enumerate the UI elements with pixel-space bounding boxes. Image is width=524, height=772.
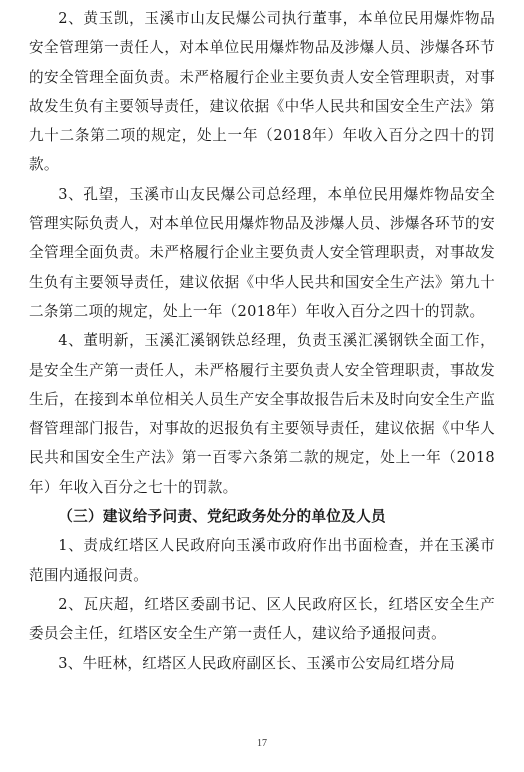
- paragraph-wa-qingchao: 2、瓦庆超，红塔区委副书记、区人民政府区长，红塔区安全生产委员会主任，红塔区安全生产第一责任人，建议给予通报问责。: [29, 595, 495, 643]
- page-number: 17: [257, 738, 267, 749]
- paragraph-dong-mingxin: 4、董明新，玉溪汇溪钢铁总经理，负责玉溪汇溪钢铁全面工作，是安全生产第一责任人，未严格履行主要负责人安全管理职责，事故发生后，在接到本单位相关人员生产安全事故报告后未及时向安全生产监督管理部门报告，对事故的迟报负有主要领导责任，建议依据《中华人民共和国安全生产法》第一百零六条第二款的规定，处上一年（2018年）年收入百分之七十的罚款。: [29, 332, 495, 496]
- section-heading: （三）建议给予问责、党纪政务处分的单位及人员: [58, 508, 386, 526]
- document-page: [29, 4, 495, 678]
- paragraph-huang-yukai: 2、黄玉凯，玉溪市山友民爆公司执行董事，本单位民用爆炸物品安全管理第一责任人，对本单位民用爆炸物品及涉爆人员、涉爆各环节的安全管理全面负责。未严格履行企业主要负责人安全管理职责，对事故发生负有主要领导责任，建议依据《中华人民共和国安全生产法》第九十二条第二项的规定，处上一年（2018年）年收入百分之四十的罚款。: [29, 10, 495, 174]
- paragraph-niu-wanglin: 3、牛旺林，红塔区人民政府副区长、玉溪市公安局红塔分局: [58, 654, 456, 672]
- paragraph-hongta-government: 1、责成红塔区人民政府向玉溪市政府作出书面检查，并在玉溪市范围内通报问责。: [29, 537, 495, 584]
- paragraph-kong-wang: 3、孔望，玉溪市山友民爆公司总经理，本单位民用爆炸物品安全管理实际负责人，对本单位民用爆炸物品及涉爆人员、涉爆各环节的安全管理全面负责。未严格履行企业主要负责人安全管理职责，对事故发生负有主要领导责任，建议依据《中华人民共和国安全生产法》第九十二条第二项的规定，处上一年（2018年）年收入百分之四十的罚款。: [29, 185, 495, 320]
